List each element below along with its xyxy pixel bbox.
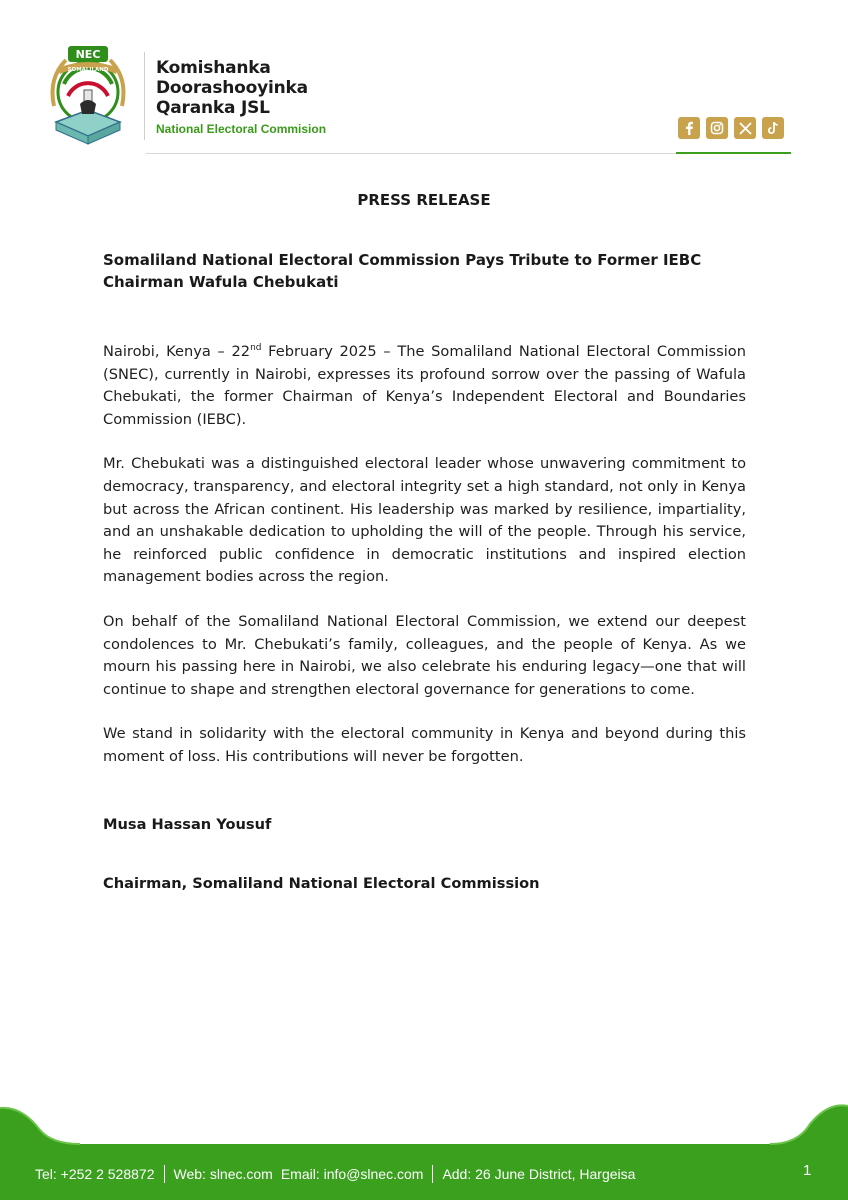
- org-name-block: [156, 58, 326, 136]
- footer-separator: [164, 1165, 165, 1183]
- body-paragraph: Mr. Chebukati was a distinguished electoral leader whose unwavering commitment to democracy, transparency, and electoral integrity set a high standard, not only in Kenya but across the African continent. His leadership was marked by resilience, impartiality, and an unshakable dedication to upholding the will of the people. Through his service, he reinforced public confidence in democratic institutions and inspired election management bodies across the region.: [103, 455, 746, 586]
- signatory-title: Chairman, Somaliland National Electoral Commission: [103, 875, 540, 892]
- logo-ribbon-text: SOMALILAND: [67, 67, 109, 73]
- document-title: PRESS RELEASE: [357, 191, 491, 209]
- dateline-ordinal: nd: [250, 343, 262, 354]
- instagram-icon[interactable]: [706, 117, 728, 139]
- x-icon[interactable]: [734, 117, 756, 139]
- header-divider: [144, 52, 145, 140]
- org-name-line-1: Komishanka: [156, 58, 271, 78]
- footer-contact: [35, 1165, 635, 1183]
- page-number: 1: [803, 1162, 812, 1179]
- footer-band: [0, 1100, 848, 1200]
- nec-logo: [44, 44, 132, 148]
- signatory-name: Musa Hassan Yousuf: [103, 816, 272, 833]
- press-release-body: [103, 341, 746, 769]
- facebook-icon[interactable]: [678, 117, 700, 139]
- footer-tel: Tel: +252 2 528872: [35, 1166, 155, 1182]
- social-links: [678, 117, 784, 139]
- logo-badge-text: NEC: [75, 48, 101, 61]
- footer-separator: [432, 1165, 433, 1183]
- dateline-text: February 2025 – The Somaliland National Electoral Commission (SNEC), currently in Nairobi, expresses its profound sorrow over the passing of Wafula Chebukati, the former Chairman of Kenya’s Independent Electoral and Boundaries Commission (IEBC).: [103, 343, 746, 428]
- footer-web[interactable]: Web: slnec.com: [173, 1166, 273, 1182]
- body-paragraph: On behalf of the Somaliland National Electoral Commission, we extend our deepest condolences to Mr. Chebukati’s family, colleagues, and the people of Kenya. As we mourn his passing here in Nairobi, we also celebrate his enduring legacy—one that will continue to shape and strengthen electoral governance for generations to come.: [103, 612, 746, 698]
- press-release-headline: Somaliland National Electoral Commission Pays Tribute to Former IEBC Chairman Wafula Chebukati: [103, 251, 702, 291]
- footer-email[interactable]: Email: info@slnec.com: [280, 1166, 424, 1182]
- tiktok-icon[interactable]: [762, 117, 784, 139]
- org-name-line-3: Qaranka JSL: [156, 98, 270, 118]
- footer-address: Add: 26 June District, Hargeisa: [442, 1166, 636, 1182]
- org-name-line-2: Doorashooyinka: [156, 78, 308, 98]
- dateline-prefix: Nairobi, Kenya – 22: [103, 343, 251, 360]
- header-rule-accent: [676, 152, 791, 154]
- header-rule: [146, 153, 676, 154]
- body-paragraph: We stand in solidarity with the electoral community in Kenya and beyond during this moment of loss. His contributions will never be forgotten.: [103, 725, 746, 765]
- org-name-english: National Electoral Commision: [156, 122, 327, 136]
- dateline-paragraph: [103, 341, 746, 431]
